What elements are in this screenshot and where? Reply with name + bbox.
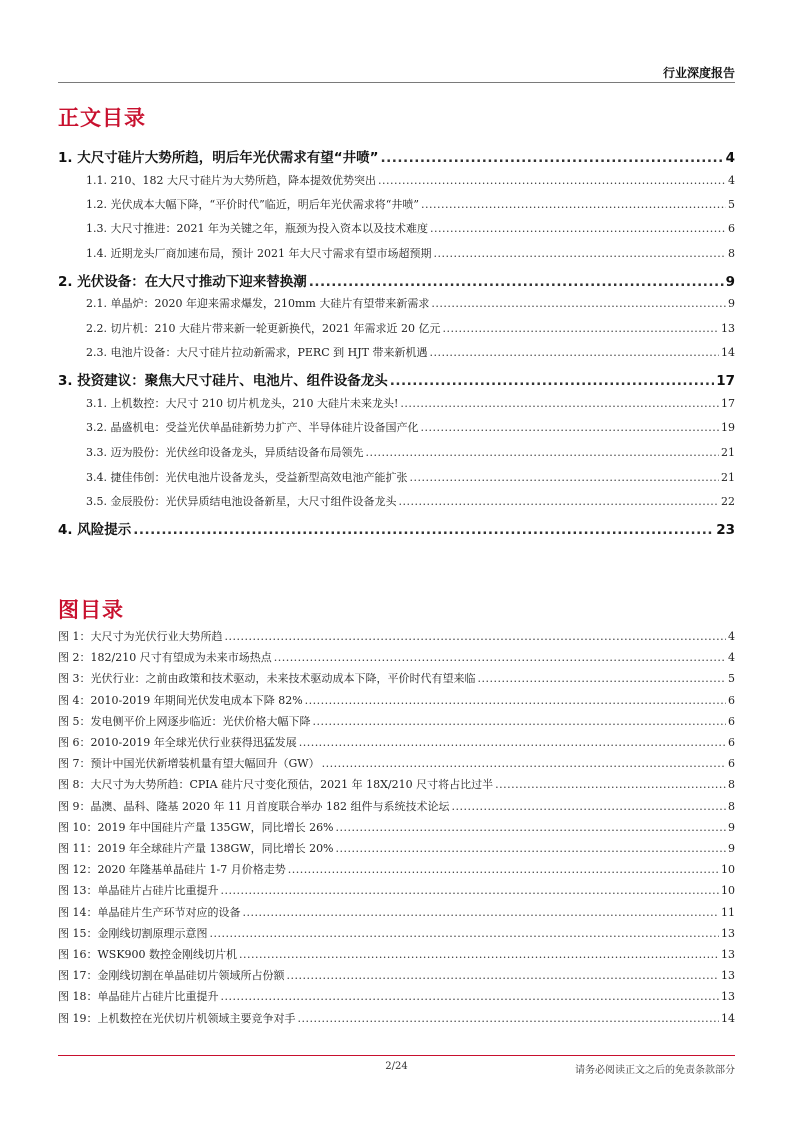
toc-page-number: 21 — [721, 471, 735, 484]
toc-entry-text: 3.3. 迈为股份：光伏丝印设备龙头，异质结设备布局领先 — [86, 446, 364, 459]
dot-leader — [322, 757, 726, 770]
toc-section-link[interactable] — [58, 469, 735, 485]
toc-section-link[interactable] — [58, 395, 735, 411]
toc-entry-text: 3.4. 捷佳伟创：光伏电池片设备龙头，受益新型高效电池产能扩张 — [86, 471, 408, 484]
figure-page-number: 5 — [728, 672, 735, 686]
toc-entry-text: 3.5. 金辰股份：光伏异质结电池设备新星，大尺寸组件设备龙头 — [86, 495, 397, 508]
dot-leader — [378, 174, 726, 187]
toc-page-number: 8 — [728, 247, 735, 260]
figure-entry-text: 图 13：单晶硅片占硅片比重提升 — [58, 884, 219, 898]
dot-leader — [210, 927, 720, 940]
dot-leader — [421, 198, 726, 211]
toc-chapter-link[interactable] — [58, 146, 735, 166]
dot-leader — [221, 884, 720, 897]
dot-leader — [336, 821, 726, 834]
dot-leader — [400, 397, 719, 410]
toc-page-number: 13 — [721, 322, 735, 335]
figure-entry-text: 图 6：2010-2019 年全球光伏行业获得迅猛发展 — [58, 736, 297, 749]
dot-leader — [442, 322, 719, 335]
figure-page-number: 6 — [728, 693, 735, 707]
dot-leader — [298, 1012, 720, 1025]
toc-page-number: 4 — [725, 150, 735, 166]
toc-page-number: 4 — [728, 174, 735, 187]
figure-page-number: 8 — [728, 778, 735, 792]
header-rule — [58, 82, 735, 83]
figure-entry-text: 图 9：晶澳、晶科、隆基 2020 年 11 月首度联合举办 182 组件与系统技术论坛 — [58, 799, 450, 813]
figure-entry-link[interactable] — [58, 670, 735, 686]
figure-page-number: 11 — [721, 905, 735, 919]
toc-entry-text: 1.3. 大尺寸推进：2021 年为关键之年，瓶颈为投入资本以及技术难度 — [86, 222, 428, 235]
dot-leader — [410, 471, 720, 484]
dot-leader — [421, 421, 720, 434]
toc-page-number: 23 — [716, 522, 735, 538]
toc-chapter-link[interactable] — [58, 369, 735, 389]
figure-entry-text: 图 11：2019 年全球硅片产量 138GW，同比增长 20% — [58, 842, 334, 855]
toc-section-link[interactable] — [58, 419, 735, 435]
figure-page-number: 6 — [728, 757, 735, 771]
figure-page-number: 8 — [728, 799, 735, 813]
figure-page-number: 13 — [721, 926, 735, 940]
figure-entry-text: 图 5：发电侧平价上网逐步临近：光伏价格大幅下降 — [58, 714, 311, 728]
figure-entry-link[interactable] — [58, 904, 735, 920]
toc-page-number: 19 — [721, 421, 735, 434]
toc-page-number: 9 — [728, 297, 735, 310]
dot-leader — [433, 247, 726, 260]
toc-section-link[interactable] — [58, 344, 735, 360]
figure-entry-link[interactable] — [58, 925, 735, 941]
dot-leader — [299, 736, 726, 749]
figure-page-number: 13 — [721, 969, 735, 983]
dot-leader — [380, 150, 723, 166]
figure-entry-link[interactable] — [58, 713, 735, 729]
toc-entry-text: 1. 大尺寸硅片大势所趋，明后年光伏需求有望“井喷” — [58, 150, 379, 166]
toc-page-number: 17 — [716, 373, 735, 389]
dot-leader — [429, 346, 719, 359]
toc-page-number: 9 — [725, 274, 735, 290]
figure-page-number: 9 — [728, 820, 735, 834]
toc-entry-text: 3.1. 上机数控：大尺寸 210 切片机龙头，210 大硅片未来龙头! — [86, 397, 399, 410]
figure-entry-text: 图 12：2020 年隆基单晶硅片 1-7 月价格走势 — [58, 863, 286, 877]
dot-leader — [399, 495, 720, 508]
dot-leader — [287, 969, 720, 982]
dot-leader — [430, 222, 726, 235]
footer-rule — [58, 1055, 735, 1056]
figure-entry-text: 图 19：上机数控在光伏切片机领域主要竞争对手 — [58, 1011, 296, 1025]
dot-leader — [336, 842, 726, 855]
figure-page-number: 13 — [721, 990, 735, 1004]
toc-entry-text: 3. 投资建议：聚焦大尺寸硅片、电池片、组件设备龙头 — [58, 373, 388, 389]
toc-page-number: 17 — [721, 397, 735, 410]
dot-leader — [288, 863, 719, 876]
figure-entry-link[interactable] — [58, 946, 735, 962]
figure-entry-link[interactable] — [58, 692, 735, 708]
figure-page-number: 13 — [721, 948, 735, 961]
toc-section-link[interactable] — [58, 220, 735, 236]
figure-entry-link[interactable] — [58, 861, 735, 877]
figure-list-title: 图目录 — [58, 598, 124, 622]
figure-entry-text: 图 18：单晶硅片占硅片比重提升 — [58, 990, 219, 1004]
figure-entry-text: 图 16：WSK900 数控金刚线切片机 — [58, 948, 238, 961]
page-number: 2/24 — [385, 1061, 408, 1072]
dot-leader — [478, 672, 727, 685]
dot-leader — [431, 297, 726, 310]
figure-page-number: 10 — [721, 863, 735, 877]
toc-section-link[interactable] — [58, 245, 735, 261]
figure-entry-link[interactable] — [58, 1010, 735, 1026]
dot-leader — [309, 274, 724, 290]
figure-entry-text: 图 15：金刚线切割原理示意图 — [58, 926, 208, 940]
figure-page-number: 6 — [728, 736, 735, 749]
figure-entry-text: 图 14：单晶硅片生产环节对应的设备 — [58, 905, 241, 919]
figure-page-number: 9 — [728, 842, 735, 855]
figure-entry-text: 图 2：182/210 尺寸有望成为未来市场热点 — [58, 651, 272, 665]
figure-entry-link[interactable] — [58, 734, 735, 750]
toc-entry-text: 1.2. 光伏成本大幅下降，“平价时代”临近，明后年光伏需求将“井喷” — [86, 198, 419, 211]
figure-entry-link[interactable] — [58, 798, 735, 814]
toc-section-link[interactable] — [58, 444, 735, 460]
toc-page-number: 5 — [728, 198, 735, 211]
toc-section-link[interactable] — [58, 172, 735, 188]
figure-entry-link[interactable] — [58, 882, 735, 898]
figure-entry-text: 图 4：2010-2019 年期间光伏发电成本下降 82% — [58, 693, 303, 707]
figure-page-number: 6 — [728, 714, 735, 728]
toc-page-number: 21 — [721, 446, 735, 459]
toc-entry-text: 1.4. 近期龙头厂商加速布局，预计 2021 年大尺寸需求有望市场超预期 — [86, 247, 432, 260]
dot-leader — [221, 990, 720, 1003]
figure-page-number: 10 — [721, 884, 735, 898]
dot-leader — [239, 948, 719, 961]
dot-leader — [495, 778, 726, 791]
dot-leader — [225, 630, 727, 643]
dot-leader — [133, 522, 714, 538]
figure-entry-link[interactable] — [58, 649, 735, 665]
dot-leader — [390, 373, 714, 389]
figure-page-number: 14 — [721, 1011, 735, 1025]
toc-title: 正文目录 — [58, 106, 146, 130]
toc-chapter-link[interactable] — [58, 518, 735, 538]
dot-leader — [274, 651, 726, 664]
figure-entry-link[interactable] — [58, 755, 735, 771]
figure-entry-link[interactable] — [58, 988, 735, 1004]
figure-entry-text: 图 7：预计中国光伏新增装机量有望大幅回升（GW） — [58, 757, 320, 771]
toc-section-link[interactable] — [58, 295, 735, 311]
dot-leader — [451, 800, 726, 813]
dot-leader — [305, 694, 726, 707]
figure-entry-link[interactable] — [58, 967, 735, 983]
toc-entry-text: 2.2. 切片机：210 大硅片带来新一轮更新换代，2021 年需求近 20 亿元 — [86, 322, 441, 335]
toc-entry-text: 2.3. 电池片设备：大尺寸硅片拉动新需求，PERC 到 HJT 带来新机遇 — [86, 346, 428, 359]
toc-section-link[interactable] — [58, 196, 735, 212]
dot-leader — [313, 715, 727, 728]
toc-entry-text: 4. 风险提示 — [58, 522, 132, 538]
figure-entry-link[interactable] — [58, 840, 735, 856]
toc-page-number: 14 — [721, 346, 735, 359]
figure-page-number: 4 — [728, 651, 735, 665]
figure-page-number: 4 — [728, 630, 735, 643]
toc-page-number: 22 — [721, 495, 735, 508]
figure-entry-link[interactable] — [58, 628, 735, 644]
toc-entry-text: 3.2. 晶盛机电：受益光伏单晶硅新势力扩产、半导体硅片设备国产化 — [86, 421, 419, 434]
figure-entry-link[interactable] — [58, 819, 735, 835]
toc-section-link[interactable] — [58, 493, 735, 509]
toc-chapter-link[interactable] — [58, 270, 735, 290]
dot-leader — [243, 906, 720, 919]
figure-entry-text: 图 17：金刚线切割在单晶硅切片领域所占份额 — [58, 969, 285, 983]
toc-entry-text: 2. 光伏设备：在大尺寸推动下迎来替换潮 — [58, 274, 307, 290]
figure-entry-text: 图 1：大尺寸为光伏行业大势所趋 — [58, 630, 223, 643]
toc-entry-text: 2.1. 单晶炉：2020 年迎来需求爆发，210mm 大硅片有望带来新需求 — [86, 297, 430, 310]
figure-entry-text: 图 8：大尺寸为大势所趋：CPIA 硅片尺寸变化预估，2021 年 18X/210 尺寸将占比过半 — [58, 778, 494, 792]
toc-page-number: 6 — [728, 222, 735, 235]
toc-entry-text: 1.1. 210、182 大尺寸硅片为大势所趋，降本提效优势突出 — [86, 174, 376, 187]
report-type-label: 行业深度报告 — [662, 66, 735, 80]
figure-entry-text: 图 10：2019 年中国硅片产量 135GW，同比增长 26% — [58, 820, 334, 834]
disclaimer: 请务必阅读正文之后的免责条款部分 — [575, 1065, 735, 1076]
figure-entry-link[interactable] — [58, 776, 735, 792]
figure-entry-text: 图 3：光伏行业：之前由政策和技术驱动，未来技术驱动成本下降，平价时代有望来临 — [58, 672, 476, 686]
dot-leader — [366, 446, 720, 459]
toc-section-link[interactable] — [58, 320, 735, 336]
